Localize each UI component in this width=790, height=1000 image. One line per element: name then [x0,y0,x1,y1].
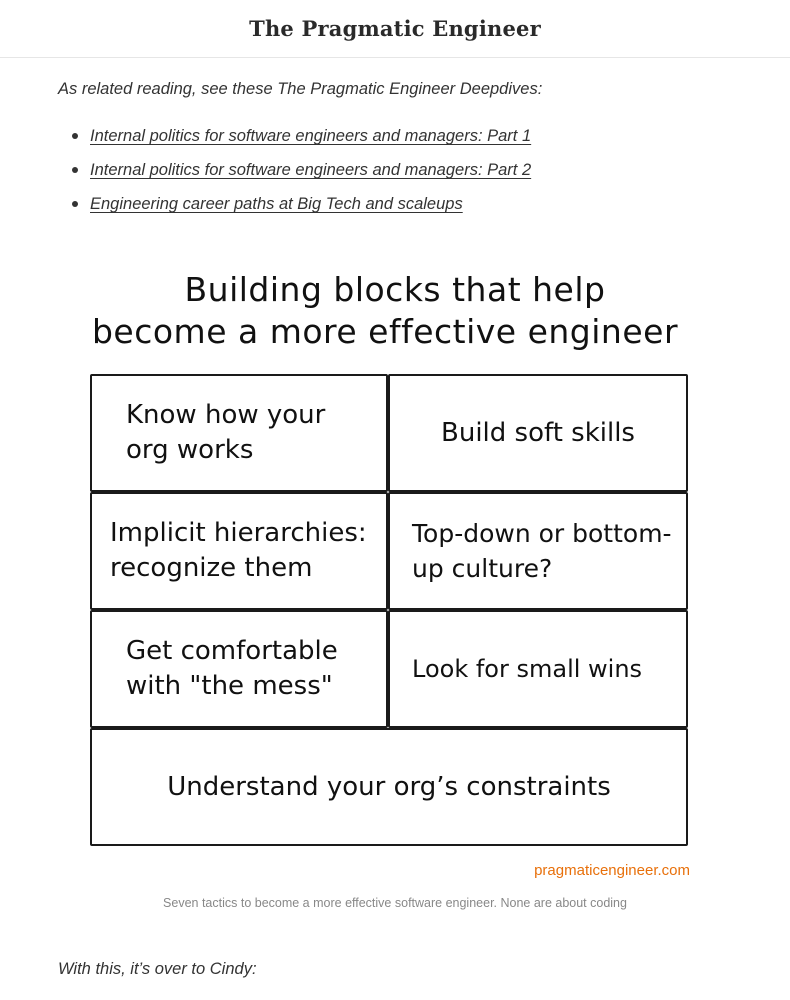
figure-title-line-2: become a more effective engineer [91,312,679,351]
block-know-your-org [90,374,388,492]
related-reading-list [72,124,531,226]
block-small-wins [388,610,688,728]
list-item [72,158,531,192]
block-label: Look for small wins [412,654,643,683]
related-reading-intro: As related reading, see these The Pragmatic Engineer Deepdives: [58,80,543,98]
blocks-grid [90,374,690,848]
figure-credit: pragmaticengineer.com [534,862,690,879]
list-item [72,192,531,226]
list-item [72,124,531,158]
block-label: Top-down or bottom-up culture? [412,519,672,583]
block-label: Understand your org’s constraints [167,771,611,802]
block-implicit-hierarchies [90,492,388,610]
link-engineering-career-paths[interactable]: Engineering career paths at Big Tech and scaleups [90,195,463,213]
outro-text: With this, it’s over to Cindy: [58,960,257,978]
block-soft-skills [388,374,688,492]
figure-caption: Seven tactics to become a more effective software engineer. None are about coding [163,896,627,910]
link-internal-politics-part-1[interactable]: Internal politics for software engineers and managers: Part 1 [90,127,532,145]
building-blocks-figure [80,258,710,890]
site-title[interactable]: The Pragmatic Engineer [249,16,541,41]
block-label: Implicit hierarchies: recognize them [110,518,367,583]
block-org-constraints [90,728,688,846]
figure-title-line-1: Building blocks that help [184,270,606,309]
block-the-mess [90,610,388,728]
block-label: Build soft skills [441,417,635,448]
block-label: Know how your org works [126,400,326,465]
link-internal-politics-part-2[interactable]: Internal politics for software engineers and managers: Part 2 [90,161,532,179]
block-label: Get comfortable with "the mess" [126,636,338,701]
site-header [0,0,790,58]
block-culture [388,492,688,610]
